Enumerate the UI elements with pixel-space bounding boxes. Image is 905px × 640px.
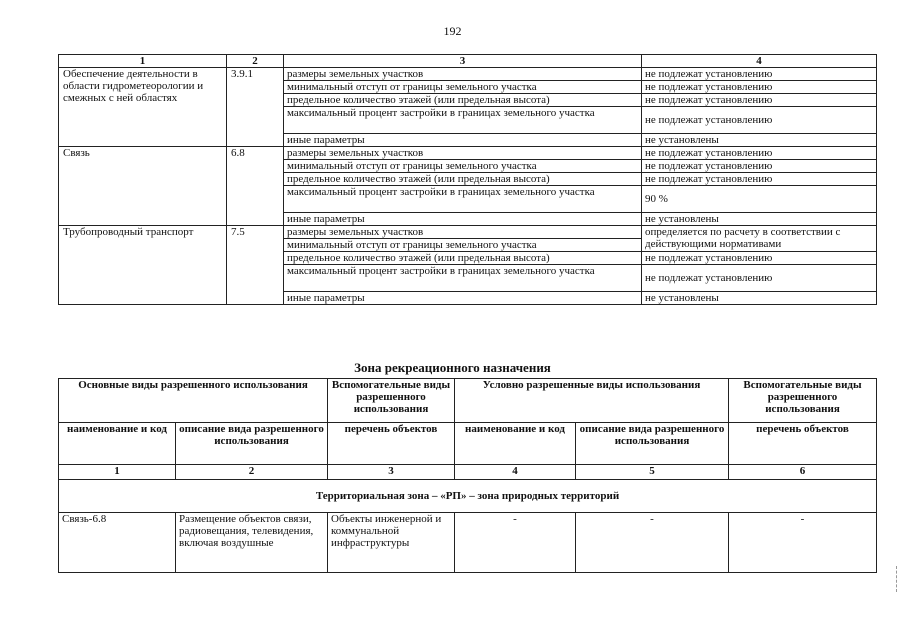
parameter-name: иные параметры (284, 134, 642, 147)
conditional-uses-header: Условно разрешенные виды использования (455, 379, 729, 423)
objects-list: Объекты инженерной и коммунальной инфраструктуры (328, 513, 455, 573)
use-description: Размещение объектов связи, радиовещания, телевидения, включая воздушные (176, 513, 328, 573)
parameter-value: не подлежат установлению (642, 81, 877, 94)
parameter-name: минимальный отступ от границы земельного участка (284, 239, 642, 252)
parameter-value: не подлежат установлению (642, 94, 877, 107)
parameter-name: минимальный отступ от границы земельного участка (284, 160, 642, 173)
column-header: перечень объектов (729, 423, 877, 465)
parameter-name: размеры земельных участков (284, 147, 642, 160)
aux-uses-header: Вспомогательные виды разрешенного использования (328, 379, 455, 423)
empty-cell-dash: - (576, 513, 729, 573)
column-header: наименование и код (455, 423, 576, 465)
parameter-value: 90 % (642, 186, 877, 213)
column-header: 3 (284, 55, 642, 68)
column-header: описание вида разрешенного использования (576, 423, 729, 465)
table-row (59, 68, 877, 81)
parameter-value: не установлены (642, 134, 877, 147)
column-header: описание вида разрешенного использования (176, 423, 328, 465)
use-type-code: 3.9.1 (227, 68, 284, 147)
parameters-table (58, 54, 877, 305)
parameter-value: не подлежат установлению (642, 160, 877, 173)
parameter-name: минимальный отступ от границы земельного участка (284, 81, 642, 94)
empty-cell-dash: - (729, 513, 877, 573)
parameter-name: иные параметры (284, 213, 642, 226)
parameter-name: размеры земельных участков (284, 68, 642, 81)
table-group-header-row (59, 379, 877, 423)
parameter-value: не подлежат установлению (642, 68, 877, 81)
territorial-zone-title: Территориальная зона – «РП» – зона природных территорий (59, 480, 877, 513)
column-header: перечень объектов (328, 423, 455, 465)
column-number: 3 (328, 465, 455, 480)
use-type-code: 6.8 (227, 147, 284, 226)
parameter-value: не подлежат установлению (642, 265, 877, 292)
use-type-name: Обеспечение деятельности в области гидрометеорологии и смежных с ней областях (59, 68, 227, 147)
table-sub-header-row (59, 423, 877, 465)
parameter-name: иные параметры (284, 292, 642, 305)
parameter-value: не подлежат установлению (642, 252, 877, 265)
main-uses-header: Основные виды разрешенного использования (59, 379, 328, 423)
parameter-name: предельное количество этажей (или предельная высота) (284, 173, 642, 186)
parameter-name: размеры земельных участков (284, 226, 642, 239)
use-type-name: Трубопроводный транспорт (59, 226, 227, 305)
column-header: 4 (642, 55, 877, 68)
parameter-name: максимальный процент застройки в границах земельного участка (284, 186, 642, 213)
column-number: 1 (59, 465, 176, 480)
parameter-name: максимальный процент застройки в границах земельного участка (284, 265, 642, 292)
parameter-name: максимальный процент застройки в границах земельного участка (284, 107, 642, 134)
table-row (59, 147, 877, 160)
column-number: 5 (576, 465, 729, 480)
parameter-value: определяется по расчету в соответствии с действующими нормативами (642, 226, 877, 252)
aux-uses-header: Вспомогательные виды разрешенного использования (729, 379, 877, 423)
column-number: 6 (729, 465, 877, 480)
column-header: 1 (59, 55, 227, 68)
column-number: 2 (176, 465, 328, 480)
column-number-row (59, 465, 877, 480)
parameter-value: не подлежат установлению (642, 173, 877, 186)
parameter-value: не подлежат установлению (642, 107, 877, 134)
scan-edge-mark (896, 566, 899, 592)
parameter-value: не установлены (642, 213, 877, 226)
table-header-row (59, 55, 877, 68)
parameter-value: не установлены (642, 292, 877, 305)
table-row (59, 226, 877, 239)
use-type-name: Связь (59, 147, 227, 226)
zone-title: Зона рекреационного назначения (354, 360, 551, 375)
column-number: 4 (455, 465, 576, 480)
column-header: 2 (227, 55, 284, 68)
table-row (59, 513, 877, 573)
parameter-name: предельное количество этажей (или предельная высота) (284, 252, 642, 265)
recreation-zone-table (58, 378, 877, 573)
empty-cell-dash: - (455, 513, 576, 573)
column-header: наименование и код (59, 423, 176, 465)
territorial-zone-row (59, 480, 877, 513)
use-type-code: 7.5 (227, 226, 284, 305)
parameter-value: не подлежат установлению (642, 147, 877, 160)
use-name-code: Связь-6.8 (59, 513, 176, 573)
parameter-name: предельное количество этажей (или предельная высота) (284, 94, 642, 107)
page-number: 192 (443, 24, 462, 38)
